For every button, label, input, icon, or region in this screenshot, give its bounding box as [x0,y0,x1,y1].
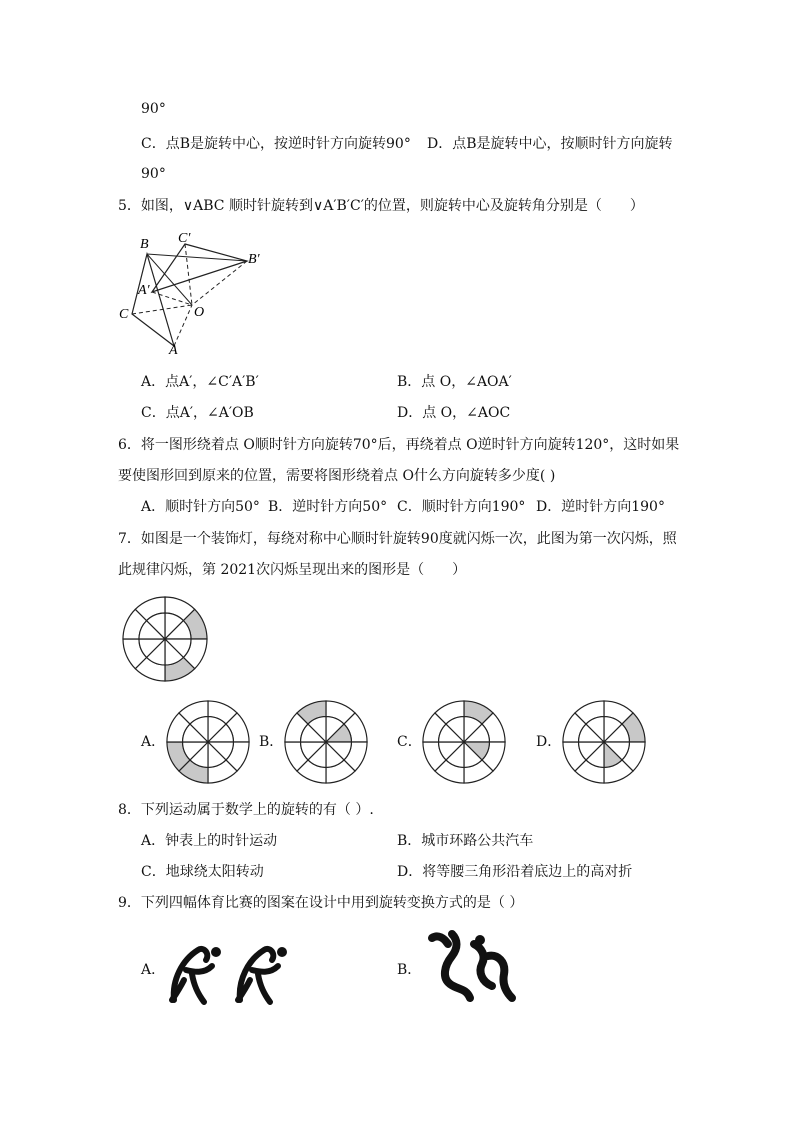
q6-stem-line2: 要使图形回到原来的位置，需要将图形绕着点 O什么方向旋转多少度( ) [118,468,556,484]
q7-stem-line1: 7．如图是一个装饰灯，每绕对称中心顺时针旋转90度就闪烁一次，此图为第一次闪烁，照 [118,531,677,547]
q5-option-c: C．点A′，∠A′OB [141,405,254,421]
q7-option-c: C． [397,734,422,750]
q7-option-d-lamp [560,698,648,786]
q7-option-b: B． [259,734,284,750]
q5-option-a: A．点A′，∠C′A′B′ [141,374,259,390]
label-c: C [119,307,129,322]
q8-option-c: C．地球绕太阳转动 [141,864,264,880]
q6-option-c: C．顺时针方向190° [397,499,526,515]
label-a: A [169,343,178,358]
q7-option-a: A． [141,734,166,750]
q7-option-a-lamp [164,698,252,786]
q7-option-b-lamp [282,698,370,786]
q4-option-d: D．点B是旋转中心，按顺时针方向旋转 [427,136,673,152]
q8-option-b: B．城市环路公共汽车 [397,833,534,849]
label-a-prime: A′ [138,283,150,298]
q5-triangle-figure [112,226,272,360]
q7-lamp-figure [120,594,210,684]
q7-option-c-lamp [420,698,508,786]
q7-stem-line2: 此规律闪烁，第 2021次闪烁呈现出来的图形是（ ） [118,562,467,578]
q4-option-d-end: 90° [141,166,166,182]
triangle-abc [132,254,174,346]
label-b-prime: B′ [248,252,260,267]
q9-option-b: B． [397,962,422,978]
q9-option-b-pictogram [422,926,518,1006]
q4-option-b-end: 90° [141,101,166,117]
q8-option-d: D．将等腰三角形沿着底边上的高对折 [397,864,633,880]
segment-b-prime-o [192,261,247,305]
q4-option-c: C．点B是旋转中心，按逆时针方向旋转90° [141,136,411,152]
q9-stem: 9．下列四幅体育比赛的图案在设计中用到旋转变换方式的是（ ） [118,895,524,911]
q5-option-d: D．点 O，∠AOC [397,405,511,421]
segment-a-o [174,305,192,346]
q5-stem: 5．如图，∨ABC 顺时针旋转到∨A′B′C′的位置，则旋转中心及旋转角分别是（ ） [118,198,644,214]
q6-option-d: D．逆时针方向190° [536,499,665,515]
label-o: O [194,305,205,320]
q6-option-a: A．顺时针方向50° [141,499,260,515]
q8-option-a: A．钟表上的时针运动 [141,833,278,849]
segment-b-o [147,254,192,305]
q9-option-a: A． [141,962,166,978]
label-b: B [140,237,149,252]
triangle-a-prime-b-prime-c-prime [152,244,247,292]
q7-option-d: D． [536,734,562,750]
q5-option-b: B．点 O，∠AOA′ [397,374,512,390]
segment-c-prime-o [185,244,192,305]
q6-option-b: B．逆时针方向50° [268,499,388,515]
q6-stem-line1: 6．将一图形绕着点 O顺时针方向旋转70°后，再绕着点 O逆时针方向旋转120°，这时如果 [118,437,680,453]
q8-stem: 8．下列运动属于数学上的旋转的有（ ）. [118,802,374,818]
label-c-prime: C′ [178,231,191,246]
q9-option-a-pictogram [164,930,300,1008]
